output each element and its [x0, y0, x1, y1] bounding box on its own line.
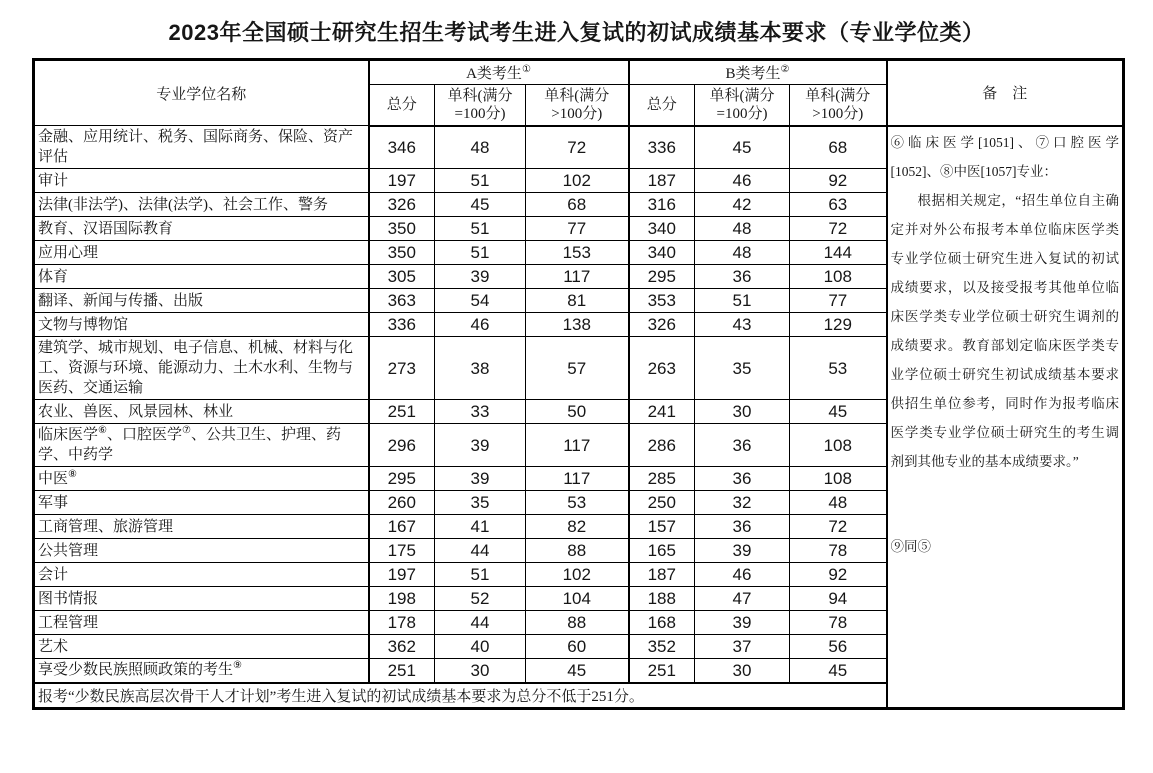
- score-a-singleover100-cell: 81: [526, 289, 629, 313]
- score-b-single100-cell: 30: [695, 400, 790, 424]
- score-a-single100-cell: 40: [435, 635, 526, 659]
- degree-name-cell: 艺术: [34, 635, 369, 659]
- score-b-single100-cell: 36: [695, 265, 790, 289]
- footnote-ref: ⑦: [182, 425, 191, 436]
- col-header-line: 单科(满分: [805, 87, 871, 104]
- score-b-singleover100-cell: 53: [790, 337, 887, 400]
- col-header-line: >100分): [551, 105, 603, 122]
- score-b-total-cell: 250: [629, 491, 695, 515]
- score-b-single100-cell: 37: [695, 635, 790, 659]
- score-a-total-cell: 197: [369, 563, 435, 587]
- score-b-total-cell: 285: [629, 467, 695, 491]
- score-a-single100-cell: 44: [435, 611, 526, 635]
- score-a-total-cell: 296: [369, 424, 435, 467]
- col-header-line: 单科(满分: [447, 87, 513, 104]
- score-a-total-cell: 363: [369, 289, 435, 313]
- score-b-total-cell: 157: [629, 515, 695, 539]
- score-a-single100-cell: 39: [435, 467, 526, 491]
- col-header-b-total: [629, 85, 695, 126]
- score-a-single100-cell: 51: [435, 217, 526, 241]
- header-remarks: 备 注: [887, 60, 1124, 126]
- footnote-ref-2: ②: [780, 64, 790, 75]
- score-b-total-cell: 286: [629, 424, 695, 467]
- score-a-single100-cell: 54: [435, 289, 526, 313]
- score-a-total-cell: 362: [369, 635, 435, 659]
- score-b-single100-cell: 36: [695, 467, 790, 491]
- score-b-singleover100-cell: 63: [790, 193, 887, 217]
- score-a-singleover100-cell: 117: [526, 424, 629, 467]
- score-b-singleover100-cell: 48: [790, 491, 887, 515]
- score-a-total-cell: 197: [369, 169, 435, 193]
- score-b-single100-cell: 43: [695, 313, 790, 337]
- score-b-single100-cell: 46: [695, 169, 790, 193]
- score-b-singleover100-cell: 78: [790, 539, 887, 563]
- score-a-singleover100-cell: 102: [526, 563, 629, 587]
- score-b-singleover100-cell: 108: [790, 265, 887, 289]
- score-b-singleover100-cell: 108: [790, 467, 887, 491]
- score-a-single100-cell: 45: [435, 193, 526, 217]
- degree-name-cell: 教育、汉语国际教育: [34, 217, 369, 241]
- degree-name-cell: 享受少数民族照顾政策的考生⑨: [34, 659, 369, 683]
- score-b-single100-cell: 51: [695, 289, 790, 313]
- score-a-singleover100-cell: 102: [526, 169, 629, 193]
- score-b-total-cell: 316: [629, 193, 695, 217]
- score-a-singleover100-cell: 72: [526, 126, 629, 169]
- score-b-singleover100-cell: 92: [790, 563, 887, 587]
- degree-name-cell: 中医⑧: [34, 467, 369, 491]
- score-a-total-cell: 346: [369, 126, 435, 169]
- score-a-singleover100-cell: 117: [526, 265, 629, 289]
- score-b-total-cell: 340: [629, 241, 695, 265]
- score-a-single100-cell: 41: [435, 515, 526, 539]
- score-a-singleover100-cell: 117: [526, 467, 629, 491]
- degree-name-cell: 应用心理: [34, 241, 369, 265]
- score-b-single100-cell: 39: [695, 539, 790, 563]
- score-a-total-cell: 350: [369, 217, 435, 241]
- score-b-singleover100-cell: 94: [790, 587, 887, 611]
- score-a-single100-cell: 46: [435, 313, 526, 337]
- score-b-total-cell: 326: [629, 313, 695, 337]
- score-a-total-cell: 167: [369, 515, 435, 539]
- score-a-singleover100-cell: 53: [526, 491, 629, 515]
- table-body: [34, 126, 1124, 709]
- score-b-singleover100-cell: 72: [790, 217, 887, 241]
- score-b-total-cell: 187: [629, 169, 695, 193]
- score-a-singleover100-cell: 104: [526, 587, 629, 611]
- footnote-ref-1: ①: [521, 64, 531, 75]
- col-header-line: >100分): [812, 105, 864, 122]
- score-b-single100-cell: 45: [695, 126, 790, 169]
- score-b-total-cell: 251: [629, 659, 695, 683]
- col-header-line: 总分: [386, 96, 417, 113]
- score-b-total-cell: 295: [629, 265, 695, 289]
- footnote-ref: ⑧: [68, 468, 77, 480]
- score-b-single100-cell: 46: [695, 563, 790, 587]
- score-b-singleover100-cell: 144: [790, 241, 887, 265]
- col-header-line: 单科(满分: [709, 87, 775, 104]
- score-b-single100-cell: 48: [695, 241, 790, 265]
- score-b-singleover100-cell: 72: [790, 515, 887, 539]
- remarks-paragraph-same-as: ⑨同⑤: [890, 538, 932, 554]
- score-b-singleover100-cell: 108: [790, 424, 887, 467]
- col-header-line: 总分: [646, 96, 677, 113]
- score-b-single100-cell: 35: [695, 337, 790, 400]
- score-a-single100-cell: 51: [435, 241, 526, 265]
- score-a-singleover100-cell: 88: [526, 611, 629, 635]
- degree-name-cell: 农业、兽医、风景园林、林业: [34, 400, 369, 424]
- footer-note: 报考“少数民族高层次骨干人才计划”考生进入复试的初试成绩基本要求为总分不低于251分。: [34, 683, 887, 709]
- score-a-total-cell: 198: [369, 587, 435, 611]
- score-a-singleover100-cell: 153: [526, 241, 629, 265]
- score-a-singleover100-cell: 77: [526, 217, 629, 241]
- degree-name-cell: 体育: [34, 265, 369, 289]
- col-header-a-total: [369, 85, 435, 126]
- degree-name-cell: 审计: [34, 169, 369, 193]
- col-header-a-single-over100: [526, 85, 629, 126]
- score-a-singleover100-cell: 50: [526, 400, 629, 424]
- score-b-single100-cell: 32: [695, 491, 790, 515]
- header-group-b: [629, 60, 887, 85]
- score-a-singleover100-cell: 82: [526, 515, 629, 539]
- score-b-total-cell: 340: [629, 217, 695, 241]
- score-b-single100-cell: 47: [695, 587, 790, 611]
- remarks-paragraph-regulation: 根据相关规定，“招生单位自主确定并对外公布报考本单位临床医学类专业学位硕士研究生进入复试的初试成绩要求，以及接受报考其他单位临床医学类专业学位硕士研究生调剂的成绩要求。教育部划定临床医学类专业学位硕士研究生初试成绩基本要求供招生单位参考，同时作为报考临床医学类专业学位硕士研究生的考生调剂到其他专业的基本成绩要求。”: [890, 192, 1120, 469]
- score-a-total-cell: 251: [369, 400, 435, 424]
- score-a-total-cell: 326: [369, 193, 435, 217]
- score-a-singleover100-cell: 138: [526, 313, 629, 337]
- score-a-singleover100-cell: 57: [526, 337, 629, 400]
- group-a-label: A类考生: [466, 66, 522, 82]
- score-b-singleover100-cell: 129: [790, 313, 887, 337]
- footnote-ref: ⑥: [98, 425, 107, 436]
- degree-name-cell: 建筑学、城市规划、电子信息、机械、材料与化工、资源与环境、能源动力、土木水利、生物与医药、交通运输: [34, 337, 369, 400]
- score-b-total-cell: 353: [629, 289, 695, 313]
- score-b-singleover100-cell: 45: [790, 400, 887, 424]
- score-b-singleover100-cell: 92: [790, 169, 887, 193]
- degree-name-cell: 翻译、新闻与传播、出版: [34, 289, 369, 313]
- footnote-ref: ⑨: [233, 660, 242, 672]
- degree-name-cell: 法律(非法学)、法律(法学)、社会工作、警务: [34, 193, 369, 217]
- remarks-paragraph-footnotes: ⑥临床医学[1051]、⑦口腔医学[1052]、⑧中医[1057]专业：: [890, 134, 1120, 179]
- score-b-total-cell: 165: [629, 539, 695, 563]
- score-b-total-cell: 336: [629, 126, 695, 169]
- score-b-total-cell: 352: [629, 635, 695, 659]
- score-a-singleover100-cell: 88: [526, 539, 629, 563]
- score-a-single100-cell: 35: [435, 491, 526, 515]
- table-header: [34, 60, 1124, 126]
- group-b-label: B类考生: [725, 66, 781, 82]
- score-b-total-cell: 168: [629, 611, 695, 635]
- degree-name-cell: 军事: [34, 491, 369, 515]
- score-a-total-cell: 260: [369, 491, 435, 515]
- page-title: 2023年全国硕士研究生招生考试考生进入复试的初试成绩基本要求（专业学位类）: [168, 20, 985, 45]
- score-b-single100-cell: 48: [695, 217, 790, 241]
- score-b-single100-cell: 30: [695, 659, 790, 683]
- score-a-single100-cell: 44: [435, 539, 526, 563]
- score-b-total-cell: 263: [629, 337, 695, 400]
- table-row: [34, 126, 1124, 169]
- col-header-a-single-100: [435, 85, 526, 126]
- score-a-total-cell: 273: [369, 337, 435, 400]
- col-header-line: =100分): [454, 105, 506, 122]
- score-b-total-cell: 188: [629, 587, 695, 611]
- score-a-total-cell: 295: [369, 467, 435, 491]
- score-a-singleover100-cell: 60: [526, 635, 629, 659]
- header-degree-name: 专业学位名称: [34, 60, 369, 126]
- score-a-total-cell: 175: [369, 539, 435, 563]
- score-b-single100-cell: 39: [695, 611, 790, 635]
- degree-name-cell: 临床医学⑥、口腔医学⑦、公共卫生、护理、药学、中药学: [34, 424, 369, 467]
- score-a-single100-cell: 30: [435, 659, 526, 683]
- degree-name-cell: 文物与博物馆: [34, 313, 369, 337]
- score-a-total-cell: 336: [369, 313, 435, 337]
- score-b-singleover100-cell: 45: [790, 659, 887, 683]
- score-b-singleover100-cell: 77: [790, 289, 887, 313]
- score-b-singleover100-cell: 68: [790, 126, 887, 169]
- score-a-single100-cell: 51: [435, 169, 526, 193]
- score-requirements-table: [32, 58, 1125, 710]
- score-b-single100-cell: 42: [695, 193, 790, 217]
- score-b-singleover100-cell: 56: [790, 635, 887, 659]
- col-header-b-single-over100: [790, 85, 887, 126]
- score-a-single100-cell: 52: [435, 587, 526, 611]
- score-a-total-cell: 251: [369, 659, 435, 683]
- score-a-total-cell: 305: [369, 265, 435, 289]
- score-a-single100-cell: 39: [435, 265, 526, 289]
- degree-name-cell: 图书情报: [34, 587, 369, 611]
- degree-name-cell: 会计: [34, 563, 369, 587]
- degree-name-cell: 工商管理、旅游管理: [34, 515, 369, 539]
- score-a-total-cell: 350: [369, 241, 435, 265]
- col-header-line: 单科(满分: [544, 87, 610, 104]
- col-header-b-single-100: [695, 85, 790, 126]
- score-b-total-cell: 241: [629, 400, 695, 424]
- header-group-a: [369, 60, 629, 85]
- degree-name-cell: 公共管理: [34, 539, 369, 563]
- score-a-singleover100-cell: 68: [526, 193, 629, 217]
- remarks-cell: [887, 126, 1124, 709]
- score-a-single100-cell: 39: [435, 424, 526, 467]
- score-a-single100-cell: 51: [435, 563, 526, 587]
- score-b-single100-cell: 36: [695, 515, 790, 539]
- score-a-single100-cell: 33: [435, 400, 526, 424]
- degree-name-cell: 金融、应用统计、税务、国际商务、保险、资产评估: [34, 126, 369, 169]
- col-header-line: =100分): [716, 105, 768, 122]
- score-b-singleover100-cell: 78: [790, 611, 887, 635]
- score-a-total-cell: 178: [369, 611, 435, 635]
- score-a-single100-cell: 38: [435, 337, 526, 400]
- score-a-single100-cell: 48: [435, 126, 526, 169]
- header-row-groups: [34, 60, 1124, 85]
- score-b-single100-cell: 36: [695, 424, 790, 467]
- score-a-singleover100-cell: 45: [526, 659, 629, 683]
- score-b-total-cell: 187: [629, 563, 695, 587]
- degree-name-cell: 工程管理: [34, 611, 369, 635]
